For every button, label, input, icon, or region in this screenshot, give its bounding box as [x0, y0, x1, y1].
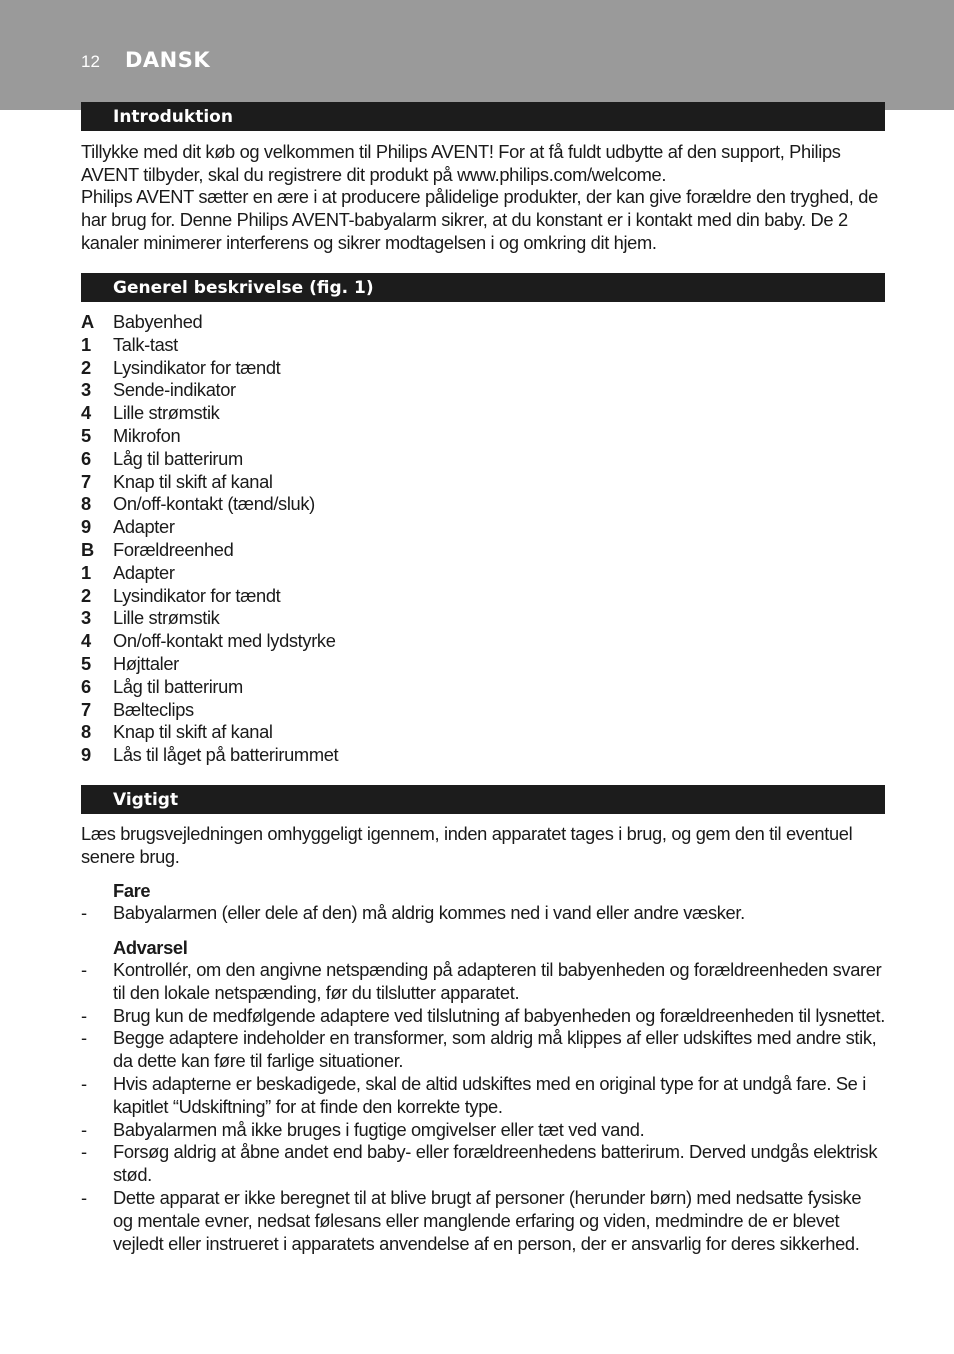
bullet-dash: -	[81, 1027, 87, 1049]
list-item-label: Adapter	[113, 516, 175, 538]
list-item-label: Lille strømstik	[113, 607, 220, 629]
list-item-key: 8	[81, 493, 91, 515]
list-item-key: 8	[81, 721, 91, 743]
list-item	[81, 676, 885, 699]
list-item-label: Adapter	[113, 561, 175, 583]
list-item	[81, 311, 885, 334]
list-item	[81, 448, 885, 471]
fare-list	[81, 902, 885, 925]
section-heading-vigtigt: Vigtigt	[81, 785, 885, 814]
page-header-band	[0, 0, 954, 110]
list-item	[81, 334, 885, 357]
list-item	[81, 607, 885, 630]
list-item-key: 9	[81, 516, 91, 538]
list-item	[81, 516, 885, 539]
bullet-dash: -	[81, 1072, 87, 1094]
bullet-text: Begge adaptere indeholder en transformer, som aldrig må klippes af eller udskiftes med andre stik, da dette kan føre til farlige situationer.	[113, 1027, 877, 1072]
bullet-item	[81, 959, 885, 1005]
list-item-label: Lysindikator for tændt	[113, 356, 281, 378]
bullet-text: Brug kun de medfølgende adaptere ved tilslutning af babyenheden og forældreenheden til lysnettet.	[113, 1004, 885, 1026]
section-heading-beskrivelse: Generel beskrivelse (fig. 1)	[81, 273, 885, 302]
list-item	[81, 539, 885, 562]
vigtigt-intro: Læs brugsvejledningen omhyggeligt igennem, inden apparatet tages i brug, og gem den til eventuel senere brug.	[81, 823, 853, 867]
list-item-label: Mikrofon	[113, 424, 181, 446]
section-heading-introduktion: Introduktion	[81, 102, 885, 131]
page-number: 12	[81, 52, 100, 71]
bullet-item	[81, 1005, 885, 1028]
list-item	[81, 630, 885, 653]
advarsel-list	[81, 959, 885, 1255]
list-item-label: Lille strømstik	[113, 402, 220, 424]
list-item	[81, 425, 885, 448]
fare-heading: Fare	[113, 880, 151, 901]
bullet-item	[81, 1187, 885, 1255]
list-item	[81, 744, 885, 767]
bullet-text: Kontrollér, om den angivne netspænding på adapteren til babyenheden og forældreenheden svarer til den lokale netspænding, før du tilslutter apparatet.	[113, 959, 882, 1003]
list-item-label: Knap til skift af kanal	[113, 721, 273, 743]
list-item-key: 4	[81, 402, 91, 424]
bullet-item	[81, 1027, 885, 1073]
list-item-key: 4	[81, 630, 91, 652]
list-item-key: 6	[81, 447, 91, 469]
list-item-key: 3	[81, 607, 91, 629]
list-item-key: 1	[81, 561, 91, 583]
bullet-item	[81, 902, 885, 925]
description-list	[81, 311, 885, 767]
list-item	[81, 699, 885, 722]
bullet-dash: -	[81, 1004, 87, 1026]
list-item-label: Forældreenhed	[113, 538, 234, 560]
list-item	[81, 357, 885, 380]
list-item-key: 7	[81, 470, 91, 492]
bullet-dash: -	[81, 1186, 87, 1208]
bullet-text: Babyalarmen (eller dele af den) må aldrig kommes ned i vand eller andre væsker.	[113, 902, 745, 923]
list-item-label: Låg til batterirum	[113, 447, 243, 469]
list-item-key: 6	[81, 675, 91, 697]
list-item-key: 5	[81, 652, 91, 674]
intro-paragraph-1: Tillykke med dit køb og velkommen til Philips AVENT! For at få fuldt udbytte af den support, Philips AVENT tilbyder, skal du registrere dit produkt på www.philips.com/welcome.	[81, 141, 841, 185]
list-item-label: Talk-tast	[113, 333, 178, 355]
list-item-key: B	[81, 538, 94, 560]
bullet-dash: -	[81, 1118, 87, 1140]
bullet-item	[81, 1141, 885, 1187]
intro-paragraph-2: Philips AVENT sætter en ære i at producere pålidelige produkter, der kan give forældre den tryghed, de har brug for. Denne Philips AVENT-babyalarm sikrer, at du konstant er i kontakt med din baby. De 2 kanaler minimerer interferens og sikrer modtagelsen i og omkring dit hjem.	[81, 186, 878, 253]
list-item-key: 3	[81, 379, 91, 401]
language-title: DANSK	[125, 48, 211, 72]
list-item-label: On/off-kontakt med lydstyrke	[113, 630, 336, 652]
list-item	[81, 562, 885, 585]
list-item-label: Knap til skift af kanal	[113, 470, 273, 492]
list-item-label: On/off-kontakt (tænd/sluk)	[113, 493, 315, 515]
list-item-label: Låg til batterirum	[113, 675, 243, 697]
bullet-dash: -	[81, 959, 87, 980]
list-item-label: Bælteclips	[113, 698, 194, 720]
list-item-label: Lås til låget på batterirummet	[113, 744, 339, 766]
list-item-label: Sende-indikator	[113, 379, 236, 401]
list-item	[81, 471, 885, 494]
list-item-key: 1	[81, 333, 91, 355]
bullet-dash: -	[81, 902, 87, 923]
list-item	[81, 379, 885, 402]
list-item-key: 7	[81, 698, 91, 720]
list-item-key: 2	[81, 356, 91, 378]
bullet-text: Forsøg aldrig at åbne andet end baby- eller forældreenhedens batterirum. Derved undgås elektrisk stød.	[113, 1141, 878, 1186]
bullet-item	[81, 1073, 885, 1119]
list-item	[81, 653, 885, 676]
list-item-label: Højttaler	[113, 652, 179, 674]
bullet-text: Dette apparat er ikke beregnet til at blive brugt af personer (herunder børn) med nedsatte fysiske og mentale evner, nedsat følesans eller manglende erfaring og viden, medmindre de er blevet vejledt eller instrueret i apparatets anvendelse af en person, der er ansvarlig for deres sikkerhed.	[113, 1186, 862, 1254]
list-item	[81, 721, 885, 744]
list-item	[81, 493, 885, 516]
list-item-label: Lysindikator for tændt	[113, 584, 281, 606]
bullet-dash: -	[81, 1141, 87, 1163]
list-item-key: 9	[81, 744, 91, 766]
list-item	[81, 585, 885, 608]
bullet-item	[81, 1119, 885, 1142]
list-item-key: 2	[81, 584, 91, 606]
bullet-text: Hvis adapterne er beskadigede, skal de altid udskiftes med en original type for at undgå fare. Se i kapitlet “Udskiftning” for at finde den korrekte type.	[113, 1072, 866, 1117]
list-item	[81, 402, 885, 425]
bullet-text: Babyalarmen må ikke bruges i fugtige omgivelser eller tæt ved vand.	[113, 1118, 645, 1140]
list-item-key: 5	[81, 424, 91, 446]
advarsel-heading: Advarsel	[113, 937, 188, 958]
list-item-key: A	[81, 311, 94, 332]
list-item-label: Babyenhed	[113, 311, 203, 332]
